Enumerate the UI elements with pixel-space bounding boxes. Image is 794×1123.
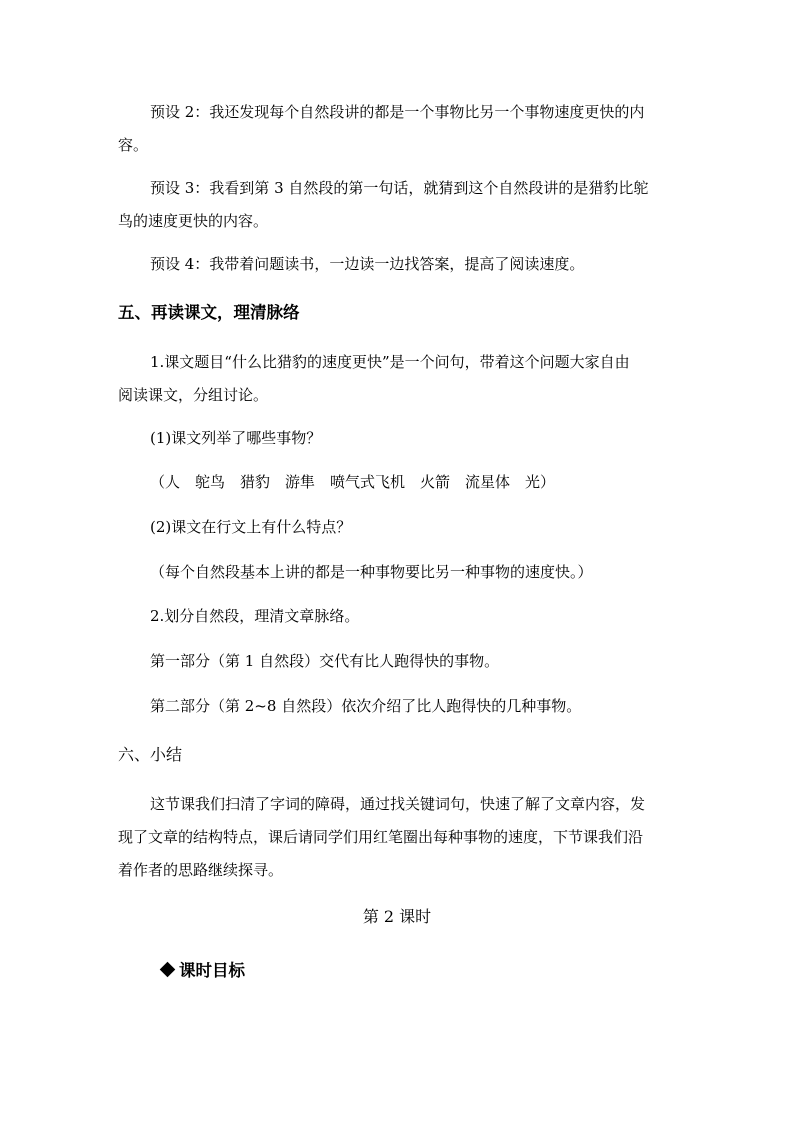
preset-2-line-2: 容。 bbox=[118, 136, 149, 154]
summary-line-3: 着作者的思路继续探寻。 bbox=[118, 861, 284, 879]
question-1: (1)课文列举了哪些事物？ bbox=[150, 429, 322, 447]
section-5-heading: 五、再读课文，理清脉络 bbox=[118, 303, 300, 322]
preset-3-line-2: 鸟的速度更快的内容。 bbox=[118, 212, 269, 230]
part-1: 第一部分（第 1 自然段）交代有比人跑得快的事物。 bbox=[150, 652, 500, 670]
lesson-2-title: 第 2 课时 bbox=[362, 907, 432, 926]
summary-line-2: 现了文章的结构特点，课后请同学们用红笔圈出每种事物的速度，下节课我们沿 bbox=[118, 828, 644, 846]
lesson-goal-heading bbox=[160, 960, 245, 982]
preset-2-line-1: 预设 2：我还发现每个自然段讲的都是一个事物比另一个事物速度更快的内 bbox=[150, 103, 645, 121]
answer-2: （每个自然段基本上讲的都是一种事物要比另一种事物的速度快。） bbox=[150, 563, 593, 581]
section-5-item-1-line-2: 阅读课文，分组讨论。 bbox=[118, 386, 269, 404]
lesson-goal-label: 课时目标 bbox=[179, 961, 245, 980]
summary-line-1: 这节课我们扫清了字词的障碍，通过找关键词句，快速了解了文章内容，发 bbox=[150, 795, 646, 813]
preset-4-line: 预设 4：我带着问题读书，一边读一边找答案，提高了阅读速度。 bbox=[150, 255, 585, 273]
part-2: 第二部分（第 2~8 自然段）依次介绍了比人跑得快的几种事物。 bbox=[150, 697, 582, 715]
section-5-item-1-line-1: 1.课文题目“什么比猎豹的速度更快”是一个问句，带着这个问题大家自由 bbox=[150, 353, 630, 371]
section-6-heading: 六、小结 bbox=[118, 745, 183, 764]
section-5-item-2: 2.划分自然段，理清文章脉络。 bbox=[150, 607, 360, 625]
answer-1: （人 鸵鸟 猎豹 游隼 喷气式飞机 火箭 流星体 光） bbox=[150, 473, 556, 491]
preset-3-line-1: 预设 3：我看到第 3 自然段的第一句话，就猜到这个自然段讲的是猎豹比鸵 bbox=[150, 179, 649, 197]
question-2: (2)课文在行文上有什么特点？ bbox=[150, 518, 352, 536]
diamond-bullet-icon bbox=[160, 962, 176, 978]
